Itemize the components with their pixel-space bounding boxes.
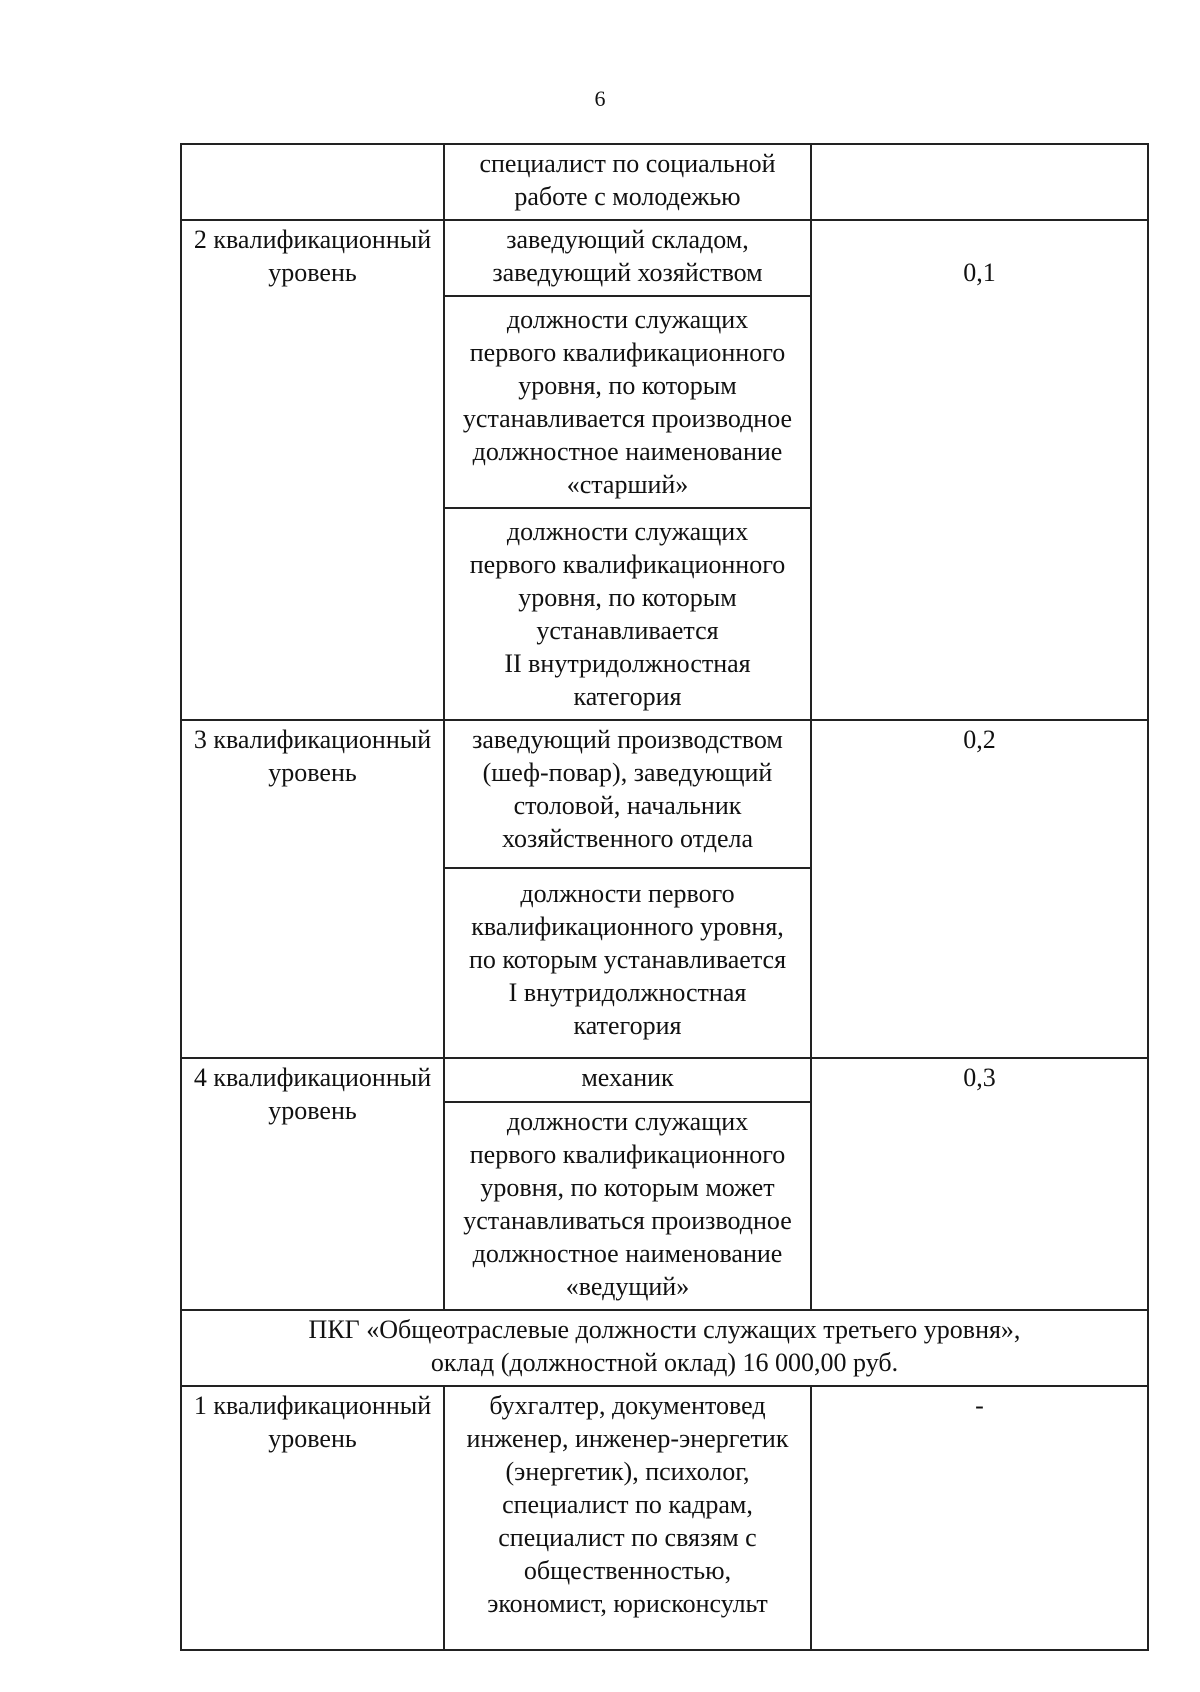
coefficient-cell: [811, 144, 1148, 220]
level-cell: 3 квалификационный уровень: [181, 720, 444, 1058]
level-cell: [181, 144, 444, 220]
page-number: 6: [594, 86, 606, 111]
level-cell: 4 квалификационный уровень: [181, 1058, 444, 1310]
position-cell: должности первого квалификационного уровня, по которым устанавливается I внутридолжностная категория: [444, 868, 811, 1058]
coefficient-cell: 0,3: [811, 1058, 1148, 1310]
table-row: [181, 1058, 1148, 1102]
coefficient-cell: 0,2: [811, 720, 1148, 1058]
qualification-table: [180, 143, 1149, 1651]
position-cell: бухгалтер, документовед инженер, инженер-энергетик (энергетик), психолог, специалист по кадрам, специалист по связям с общественностью, экономист, юрисконсульт: [444, 1386, 811, 1650]
position-cell: специалист по социальной работе с молодежью: [444, 144, 811, 220]
coefficient-cell: 0,1: [811, 220, 1148, 720]
group-header: ПКГ «Общеотраслевые должности служащих третьего уровня», оклад (должностной оклад) 16 000,00 руб.: [181, 1310, 1148, 1386]
coefficient-cell: -: [811, 1386, 1148, 1650]
level-cell: 1 квалификационный уровень: [181, 1386, 444, 1650]
table-row: [181, 144, 1148, 220]
position-cell: должности служащих первого квалификационного уровня, по которым может устанавливаться производное должностное наименование «ведущий»: [444, 1102, 811, 1310]
position-cell: должности служащих первого квалификационного уровня, по которым устанавливается производное должностное наименование «старший»: [444, 296, 811, 508]
position-cell: заведующий производством (шеф-повар), заведующий столовой, начальник хозяйственного отдела: [444, 720, 811, 868]
position-cell: заведующий складом, заведующий хозяйством: [444, 220, 811, 296]
table-row: [181, 1386, 1148, 1650]
position-cell: механик: [444, 1058, 811, 1102]
table-row: [181, 220, 1148, 296]
group-header-row: [181, 1310, 1148, 1386]
table-row: [181, 720, 1148, 868]
position-cell: должности служащих первого квалификационного уровня, по которым устанавливается II внутридолжностная категория: [444, 508, 811, 720]
level-cell: 2 квалификационный уровень: [181, 220, 444, 720]
